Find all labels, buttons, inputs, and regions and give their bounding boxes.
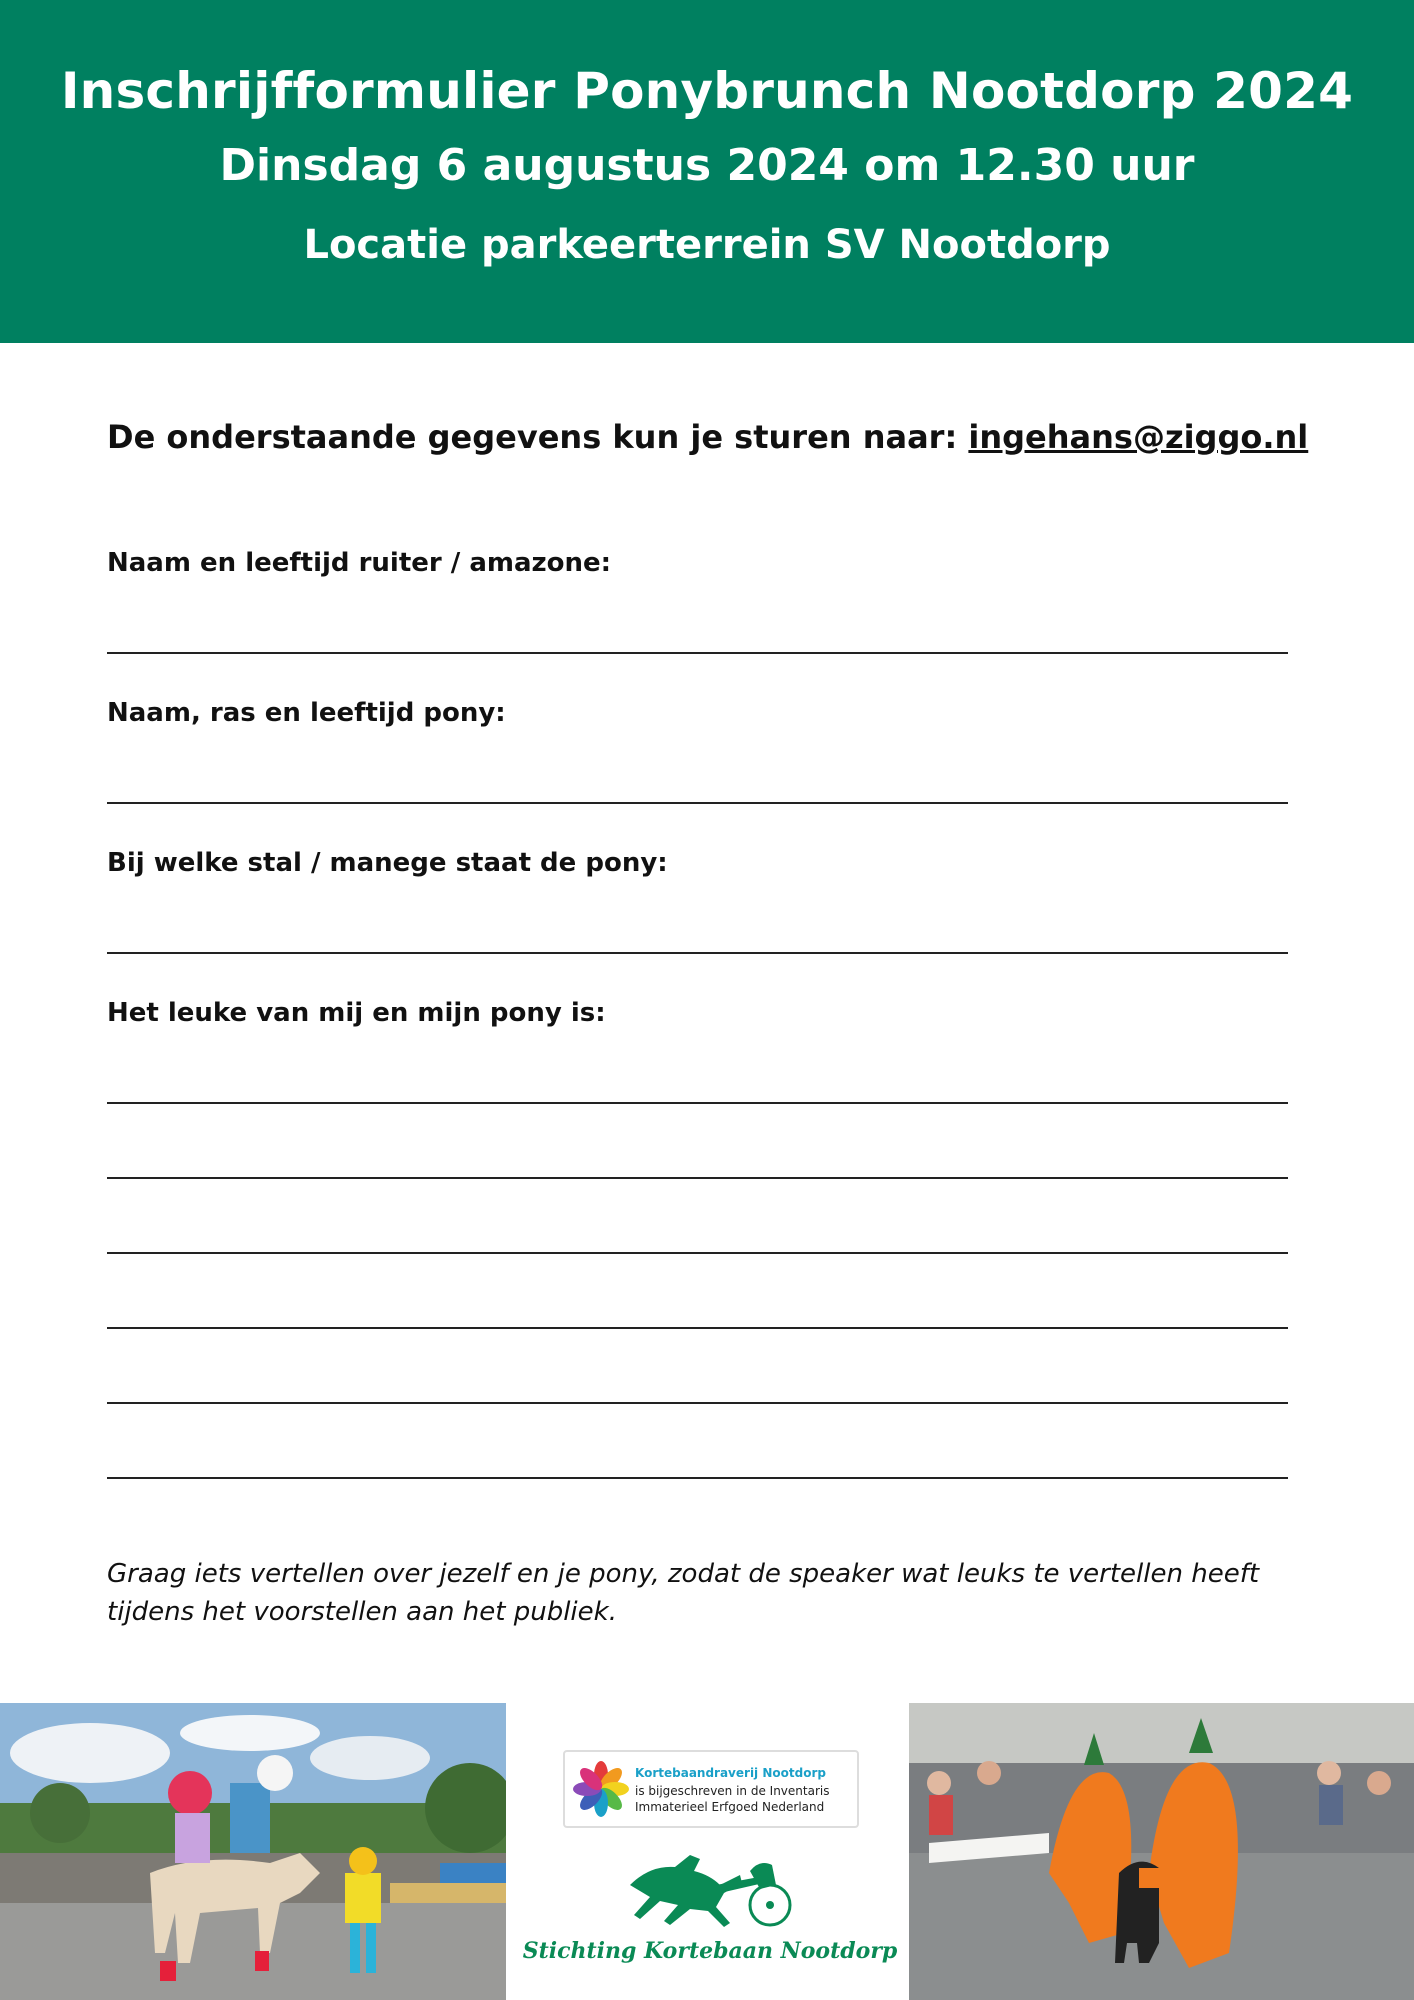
field-line-fun-3[interactable] (107, 1252, 1288, 1254)
instruction-note: Graag iets vertellen over jezelf en je pony, zodat de speaker wat leuks te vertellen heeft tijdens het voorstellen aan het publiek. (107, 1559, 1260, 1627)
field-line-pony[interactable] (107, 802, 1288, 804)
field-line-fun-5[interactable] (107, 1402, 1288, 1404)
field-line-rider[interactable] (107, 652, 1288, 654)
logo-line-3: Immaterieel Erfgoed Nederland (635, 1800, 825, 1814)
field-label-pony: Naam, ras en leeftijd pony: (107, 698, 506, 728)
field-line-stable[interactable] (107, 952, 1288, 954)
field-label-fun: Het leuke van mij en mijn pony is: (107, 998, 606, 1028)
field-line-fun-1[interactable] (107, 1102, 1288, 1104)
logo-line-1: Kortebaandraverij Nootdorp (635, 1766, 826, 1780)
field-line-fun-4[interactable] (107, 1327, 1288, 1329)
header-banner (0, 0, 1414, 343)
trotter-horse-icon (620, 1845, 800, 1935)
event-location: Locatie parkeerterrein SV Nootdorp (303, 222, 1111, 268)
stichting-name: Stichting Kortebaan Nootdorp (522, 1938, 898, 1964)
field-label-rider: Naam en leeftijd ruiter / amazone: (107, 548, 612, 578)
event-date: Dinsdag 6 augustus 2024 om 12.30 uur (219, 140, 1195, 191)
email-link[interactable]: ingehans@ziggo.nl (968, 418, 1309, 456)
photo-carrot-costumes (909, 1703, 1414, 2000)
logo-line-2: is bijgeschreven in de Inventaris (635, 1784, 830, 1798)
photo-costumed-riders (0, 1703, 506, 2000)
erfgoed-logo (563, 1750, 859, 1828)
intro-label: De onderstaande gegevens kun je sturen naar: (107, 418, 969, 456)
field-label-stable: Bij welke stal / manege staat de pony: (107, 848, 668, 878)
field-line-fun-2[interactable] (107, 1177, 1288, 1179)
intro-text (107, 418, 1308, 456)
pinwheel-icon (571, 1758, 633, 1820)
field-line-fun-6[interactable] (107, 1477, 1288, 1479)
form-title: Inschrijfformulier Ponybrunch Nootdorp 2024 (60, 62, 1354, 120)
